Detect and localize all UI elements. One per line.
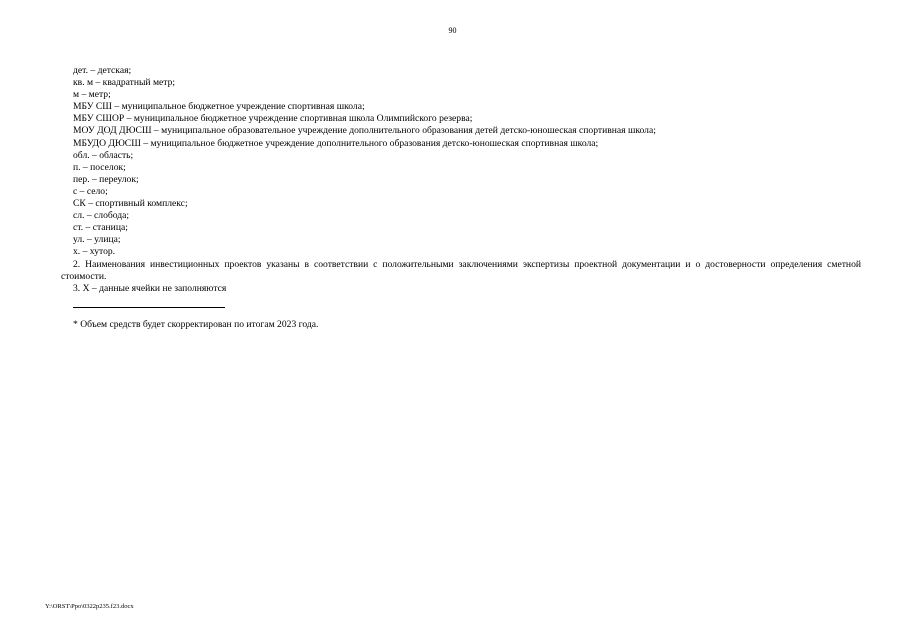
abbreviation-item: МОУ ДОД ДЮСШ – муниципальное образовательное учреждение дополнительного образования детей детско-юношеская спортивная школа; xyxy=(73,125,656,137)
abbreviation-item: м – метр; xyxy=(73,89,111,101)
abbreviation-item: МБУ СШ – муниципальное бюджетное учреждение спортивная школа; xyxy=(73,101,365,113)
abbreviation-item: п. – поселок; xyxy=(73,161,126,173)
page-number: 90 xyxy=(448,26,457,35)
note-2: 2. Наименования инвестиционных проектов указаны в соответствии с положительными заключениями экспертизы проектной документации и о достоверности определения сметной стоимости. xyxy=(61,258,861,282)
file-path: Y:\ORST\Ppo\0322p235.f23.docx xyxy=(45,603,134,610)
document-body xyxy=(61,65,861,331)
abbreviation-item: МБУ СШОР – муниципальное бюджетное учреждение спортивная школа Олимпийского резерва; xyxy=(73,113,473,125)
abbreviations-list xyxy=(61,65,861,259)
abbreviation-item: сл. – слобода; xyxy=(73,210,130,222)
abbreviation-item: МБУДО ДЮСШ – муниципальное бюджетное учреждение дополнительного образования детско-юношеская спортивная школа; xyxy=(73,137,599,149)
abbreviation-item: пер. – переулок; xyxy=(73,173,139,185)
abbreviation-item: обл. – область; xyxy=(73,149,134,161)
abbreviation-item: с – село; xyxy=(73,185,108,197)
abbreviation-item: дет. – детская; xyxy=(73,65,132,76)
abbreviation-item: ул. – улица; xyxy=(73,234,121,246)
abbreviation-item: ст. – станица; xyxy=(73,222,128,234)
footnote: * Объем средств будет скорректирован по итогам 2023 года. xyxy=(73,318,319,330)
abbreviation-item: х. – хутор. xyxy=(73,246,116,258)
abbreviation-item: СК – спортивный комплекс; xyxy=(73,198,188,210)
note-3: 3. Х – данные ячейки не заполняются xyxy=(73,282,227,294)
abbreviation-item: кв. м – квадратный метр; xyxy=(73,77,176,89)
footnote-separator xyxy=(73,307,225,308)
